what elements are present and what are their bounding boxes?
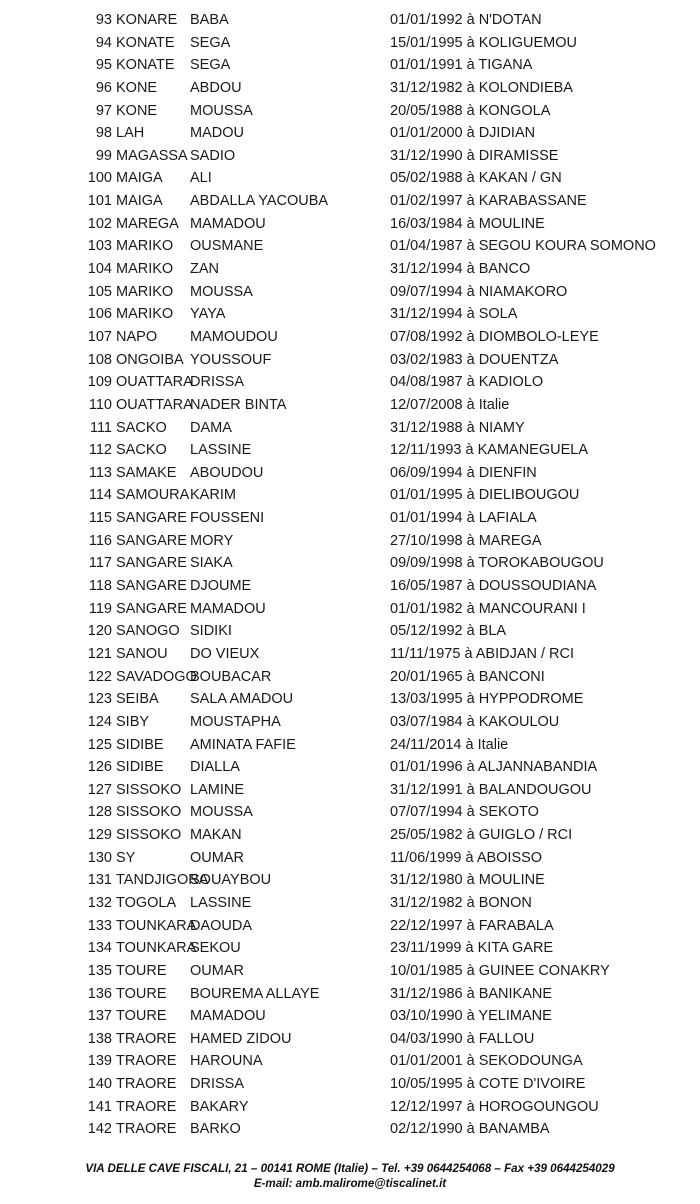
birth-date-place: 03/10/1990 à YELIMANE	[390, 1008, 552, 1025]
list-item	[0, 507, 700, 530]
given-name: SIAKA	[190, 555, 233, 572]
given-name: HAROUNA	[190, 1053, 263, 1070]
list-item	[0, 122, 700, 145]
row-number: 121	[87, 645, 112, 662]
list-item	[0, 960, 700, 983]
person-list	[0, 9, 700, 1141]
list-item	[0, 439, 700, 462]
birth-date-place: 10/05/1995 à COTE D'IVOIRE	[390, 1076, 586, 1093]
birth-date-place: 01/01/1982 à MANCOURANI I	[390, 600, 586, 617]
given-name: ZAN	[190, 261, 219, 278]
surname: MAIGA	[116, 193, 163, 210]
surname: TRAORE	[116, 1053, 177, 1070]
row-number: 99	[95, 147, 112, 164]
birth-date-place: 20/05/1988 à KONGOLA	[390, 102, 551, 119]
row-number: 141	[87, 1098, 112, 1115]
given-name: MOUSTAPHA	[190, 713, 281, 730]
birth-date-place: 03/02/1983 à DOUENTZA	[390, 351, 559, 368]
footer-email: E-mail: amb.malirome@tiscalinet.it	[253, 1177, 447, 1190]
surname: SAMOURA	[116, 487, 190, 504]
surname: SIDIBE	[116, 759, 164, 776]
list-item	[0, 643, 700, 666]
row-number: 96	[95, 79, 112, 96]
row-number: 135	[87, 962, 112, 979]
surname: TRAORE	[116, 1098, 177, 1115]
surname: SACKO	[116, 442, 167, 459]
surname: TRAORE	[116, 1030, 177, 1047]
list-item	[0, 145, 700, 168]
given-name: MADOU	[190, 125, 244, 142]
row-number: 98	[95, 125, 112, 142]
row-number: 129	[87, 827, 112, 844]
list-item	[0, 32, 700, 55]
row-number: 102	[87, 215, 112, 232]
surname: OUATTARA	[116, 374, 193, 391]
birth-date-place: 31/12/1994 à BANCO	[390, 261, 531, 278]
list-item	[0, 462, 700, 485]
surname: SANGARE	[116, 510, 187, 527]
list-item	[0, 530, 700, 553]
given-name: SADIO	[190, 147, 236, 164]
birth-date-place: 11/11/1975 à ABIDJAN / RCI	[390, 645, 575, 662]
list-item	[0, 1096, 700, 1119]
given-name: NADER BINTA	[190, 396, 287, 413]
birth-date-place: 31/12/1982 à BONON	[390, 894, 532, 911]
list-item	[0, 824, 700, 847]
birth-date-place: 12/12/1997 à HOROGOUNGOU	[390, 1098, 599, 1115]
given-name: FOUSSENI	[190, 510, 265, 527]
list-item	[0, 235, 700, 258]
surname: MAGASSA	[116, 147, 188, 164]
row-number: 107	[87, 328, 112, 345]
list-item	[0, 349, 700, 372]
list-item	[0, 1118, 700, 1141]
list-item	[0, 688, 700, 711]
birth-date-place: 31/12/1990 à DIRAMISSE	[390, 147, 559, 164]
surname: SY	[116, 849, 136, 866]
row-number: 93	[95, 12, 112, 28]
surname: SANGARE	[116, 578, 187, 595]
given-name: SEKOU	[190, 940, 241, 957]
surname: MAIGA	[116, 170, 163, 187]
surname: SANOU	[116, 645, 168, 662]
given-name: MAMADOU	[190, 1008, 266, 1025]
list-item	[0, 326, 700, 349]
row-number: 134	[87, 940, 112, 957]
given-name: ABDALLA YACOUBA	[190, 193, 329, 210]
row-number: 125	[87, 736, 112, 753]
list-item	[0, 303, 700, 326]
row-number: 124	[87, 713, 112, 730]
birth-date-place: 31/12/1991 à BALANDOUGOU	[390, 781, 592, 798]
birth-date-place: 06/09/1994 à DIENFIN	[390, 464, 537, 481]
given-name: DAMA	[190, 419, 232, 436]
surname: SANGARE	[116, 555, 187, 572]
row-number: 133	[87, 917, 112, 934]
list-item	[0, 620, 700, 643]
list-item	[0, 1073, 700, 1096]
surname: TANDJIGORA	[116, 872, 209, 889]
list-item	[0, 417, 700, 440]
birth-date-place: 31/12/1982 à KOLONDIEBA	[390, 79, 573, 96]
list-item	[0, 213, 700, 236]
birth-date-place: 01/01/1994 à LAFIALA	[390, 510, 537, 527]
surname: KONATE	[116, 57, 175, 74]
list-item	[0, 575, 700, 598]
surname: SIDIBE	[116, 736, 164, 753]
birth-date-place: 12/07/2008 à Italie	[390, 396, 510, 413]
list-item	[0, 869, 700, 892]
birth-date-place: 05/02/1988 à KAKAN / GN	[390, 170, 562, 187]
list-item	[0, 54, 700, 77]
row-number: 104	[87, 261, 112, 278]
list-item	[0, 1005, 700, 1028]
surname: TRAORE	[116, 1121, 177, 1138]
surname: SISSOKO	[116, 781, 182, 798]
given-name: DAOUDA	[190, 917, 253, 934]
list-item	[0, 1050, 700, 1073]
list-item	[0, 394, 700, 417]
row-number: 142	[87, 1121, 112, 1138]
row-number: 140	[87, 1076, 112, 1093]
row-number: 95	[95, 57, 112, 74]
given-name: DRISSA	[190, 1076, 244, 1093]
surname: TOURE	[116, 1008, 167, 1025]
birth-date-place: 20/01/1965 à BANCONI	[390, 668, 545, 685]
birth-date-place: 01/04/1987 à SEGOU KOURA SOMONO	[390, 238, 656, 255]
birth-date-place: 01/01/1995 à DIELIBOUGOU	[390, 487, 580, 504]
birth-date-place: 12/11/1993 à KAMANEGUELA	[390, 442, 589, 459]
birth-date-place: 13/03/1995 à HYPPODROME	[390, 691, 584, 708]
surname: MARIKO	[116, 283, 174, 300]
birth-date-place: 09/09/1998 à TOROKABOUGOU	[390, 555, 604, 572]
row-number: 106	[87, 306, 112, 323]
row-number: 110	[88, 396, 112, 413]
surname: SISSOKO	[116, 827, 182, 844]
surname: MARIKO	[116, 261, 174, 278]
birth-date-place: 31/12/1994 à SOLA	[390, 306, 518, 323]
row-number: 123	[87, 691, 112, 708]
given-name: MOUSSA	[190, 283, 253, 300]
row-number: 113	[88, 464, 112, 481]
list-item	[0, 666, 700, 689]
given-name: LASSINE	[190, 442, 252, 459]
row-number: 100	[87, 170, 112, 187]
row-number: 114	[88, 487, 112, 504]
given-name: MORY	[190, 532, 234, 549]
birth-date-place: 24/11/2014 à Italie	[390, 736, 509, 753]
given-name: BOUBACAR	[190, 668, 272, 685]
birth-date-place: 07/08/1992 à DIOMBOLO-LEYE	[390, 328, 599, 345]
list-item	[0, 552, 700, 575]
list-item	[0, 734, 700, 757]
given-name: ABDOU	[190, 79, 242, 96]
list-item	[0, 779, 700, 802]
birth-date-place: 04/08/1987 à KADIOLO	[390, 374, 544, 391]
list-item	[0, 190, 700, 213]
list-item	[0, 281, 700, 304]
list-item	[0, 937, 700, 960]
birth-date-place: 31/12/1986 à BANIKANE	[390, 985, 553, 1002]
row-number: 132	[87, 894, 112, 911]
list-item	[0, 598, 700, 621]
row-number: 138	[87, 1030, 112, 1047]
birth-date-place: 01/01/2000 à DJIDIAN	[390, 125, 536, 142]
surname: OUATTARA	[116, 396, 193, 413]
given-name: DO VIEUX	[190, 645, 260, 662]
given-name: DJOUME	[190, 578, 252, 595]
row-number: 108	[87, 351, 112, 368]
given-name: MAMADOU	[190, 215, 266, 232]
row-number: 137	[87, 1008, 112, 1025]
given-name: LASSINE	[190, 894, 252, 911]
birth-date-place: 27/10/1998 à MAREGA	[390, 532, 542, 549]
birth-date-place: 05/12/1992 à BLA	[390, 623, 507, 640]
birth-date-place: 01/01/2001 à SEKODOUNGA	[390, 1053, 583, 1070]
row-number: 128	[87, 804, 112, 821]
given-name: ALI	[190, 170, 212, 187]
surname: SACKO	[116, 419, 167, 436]
row-number: 118	[88, 578, 112, 595]
given-name: MOUSSA	[190, 102, 253, 119]
birth-date-place: 01/01/1992 à N'DOTAN	[390, 12, 542, 28]
birth-date-place: 16/03/1984 à MOULINE	[390, 215, 545, 232]
given-name: ABOUDOU	[190, 464, 264, 481]
birth-date-place: 01/02/1997 à KARABASSANE	[390, 193, 587, 210]
birth-date-place: 09/07/1994 à NIAMAKORO	[390, 283, 568, 300]
given-name: SEGA	[190, 34, 231, 51]
row-number: 139	[87, 1053, 112, 1070]
surname: ONGOIBA	[116, 351, 184, 368]
given-name: LAMINE	[190, 781, 244, 798]
birth-date-place: 22/12/1997 à FARABALA	[390, 917, 554, 934]
given-name: DRISSA	[190, 374, 244, 391]
given-name: BOUREMA ALLAYE	[190, 985, 320, 1002]
birth-date-place: 03/07/1984 à KAKOULOU	[390, 713, 560, 730]
surname: MARIKO	[116, 306, 174, 323]
surname: TRAORE	[116, 1076, 177, 1093]
list-item	[0, 711, 700, 734]
given-name: OUMAR	[190, 849, 244, 866]
row-number: 97	[95, 102, 112, 119]
list-item	[0, 484, 700, 507]
surname: SAMAKE	[116, 464, 177, 481]
birth-date-place: 01/01/1991 à TIGANA	[390, 57, 533, 74]
surname: LAH	[116, 125, 145, 142]
surname: SEIBA	[116, 691, 159, 708]
surname: SANGARE	[116, 532, 187, 549]
birth-date-place: 16/05/1987 à DOUSSOUDIANA	[390, 578, 597, 595]
birth-date-place: 25/05/1982 à GUIGLO / RCI	[390, 827, 573, 844]
row-number: 115	[88, 510, 112, 527]
list-item	[0, 1028, 700, 1051]
surname: TOGOLA	[116, 894, 177, 911]
list-item	[0, 847, 700, 870]
given-name: OUSMANE	[190, 238, 264, 255]
given-name: SOUAYBOU	[190, 872, 272, 889]
birth-date-place: 31/12/1988 à NIAMY	[390, 419, 525, 436]
birth-date-place: 23/11/1999 à KITA GARE	[390, 940, 554, 957]
list-item	[0, 915, 700, 938]
birth-date-place: 02/12/1990 à BANAMBA	[390, 1121, 550, 1138]
row-number: 130	[87, 849, 112, 866]
given-name: BAKARY	[190, 1098, 249, 1115]
row-number: 119	[88, 600, 112, 617]
row-number: 112	[88, 442, 112, 459]
list-item	[0, 892, 700, 915]
surname: TOURE	[116, 985, 167, 1002]
list-item	[0, 9, 700, 32]
given-name: YOUSSOUF	[190, 351, 272, 368]
row-number: 111	[89, 419, 112, 436]
surname: MAREGA	[116, 215, 179, 232]
row-number: 126	[87, 759, 112, 776]
surname: SISSOKO	[116, 804, 182, 821]
given-name: BARKO	[190, 1121, 241, 1138]
row-number: 105	[87, 283, 112, 300]
birth-date-place: 31/12/1980 à MOULINE	[390, 872, 545, 889]
given-name: BABA	[190, 12, 229, 28]
given-name: MOUSSA	[190, 804, 253, 821]
surname: TOUNKARA	[116, 940, 197, 957]
surname: KONE	[116, 79, 158, 96]
birth-date-place: 07/07/1994 à SEKOTO	[390, 804, 539, 821]
birth-date-place: 10/01/1985 à GUINEE CONAKRY	[390, 962, 610, 979]
given-name: OUMAR	[190, 962, 244, 979]
given-name: AMINATA FAFIE	[190, 736, 296, 753]
row-number: 122	[87, 668, 112, 685]
list-item	[0, 801, 700, 824]
row-number: 120	[87, 623, 112, 640]
given-name: MAMADOU	[190, 600, 266, 617]
given-name: HAMED ZIDOU	[190, 1030, 292, 1047]
row-number: 117	[88, 555, 112, 572]
list-item	[0, 77, 700, 100]
surname: SANOGO	[116, 623, 180, 640]
given-name: SALA AMADOU	[190, 691, 294, 708]
list-item	[0, 371, 700, 394]
list-item	[0, 983, 700, 1006]
footer-address: VIA DELLE CAVE FISCALI, 21 – 00141 ROME (Italie) – Tel. +39 0644254068 – Fax +39 0644254029	[85, 1162, 615, 1175]
row-number: 127	[87, 781, 112, 798]
surname: SAVADOGO	[116, 668, 197, 685]
surname: KONATE	[116, 34, 175, 51]
given-name: DIALLA	[190, 759, 240, 776]
surname: KONARE	[116, 12, 178, 28]
surname: SIBY	[116, 713, 150, 730]
birth-date-place: 15/01/1995 à KOLIGUEMOU	[390, 34, 577, 51]
surname: TOURE	[116, 962, 167, 979]
row-number: 131	[87, 872, 112, 889]
given-name: YAYA	[190, 306, 226, 323]
surname: SANGARE	[116, 600, 187, 617]
birth-date-place: 11/06/1999 à ABOISSO	[390, 849, 543, 866]
surname: MARIKO	[116, 238, 174, 255]
list-item	[0, 258, 700, 281]
row-number: 116	[88, 532, 112, 549]
given-name: MAMOUDOU	[190, 328, 278, 345]
surname: KONE	[116, 102, 158, 119]
list-item	[0, 756, 700, 779]
row-number: 101	[87, 193, 112, 210]
surname: TOUNKARA	[116, 917, 197, 934]
list-item	[0, 100, 700, 123]
given-name: MAKAN	[190, 827, 242, 844]
given-name: SIDIKI	[190, 623, 232, 640]
row-number: 94	[95, 34, 112, 51]
given-name: KARIM	[190, 487, 236, 504]
row-number: 103	[87, 238, 112, 255]
list-item	[0, 167, 700, 190]
surname: NAPO	[116, 328, 158, 345]
row-number: 136	[87, 985, 112, 1002]
birth-date-place: 01/01/1996 à ALJANNABANDIA	[390, 759, 598, 776]
birth-date-place: 04/03/1990 à FALLOU	[390, 1030, 535, 1047]
given-name: SEGA	[190, 57, 231, 74]
row-number: 109	[87, 374, 112, 391]
